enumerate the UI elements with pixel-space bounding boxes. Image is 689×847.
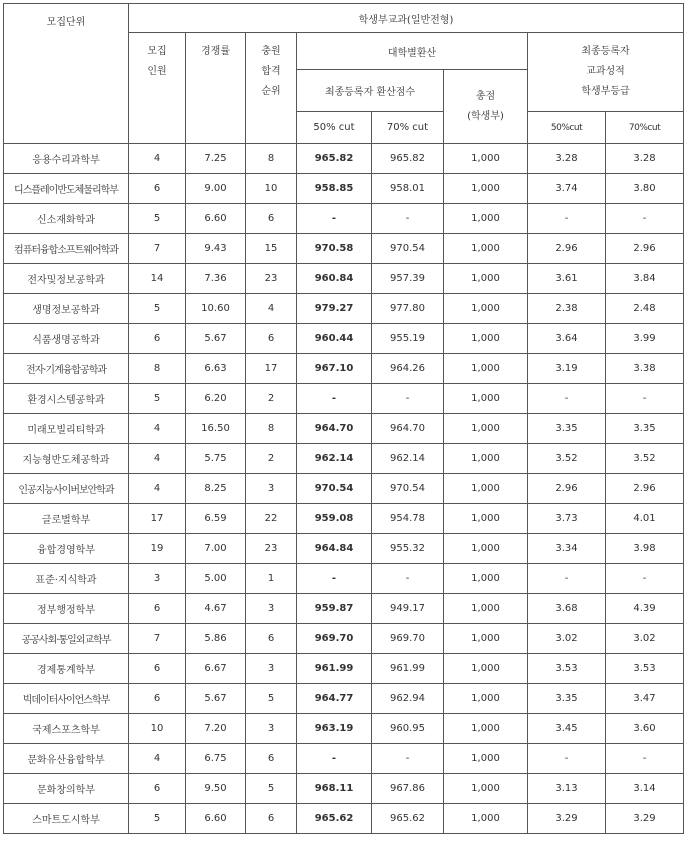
competition-cell: 7.36	[186, 264, 246, 294]
grade-cut50-cell: 3.73	[528, 504, 606, 534]
admission-results-table	[3, 3, 684, 834]
competition-cell: 9.00	[186, 174, 246, 204]
table-row	[4, 714, 684, 744]
header-final-grade: 최종등록자 교과성적 학생부등급	[528, 33, 684, 112]
total-score-cell: 1,000	[444, 144, 528, 174]
table-body	[4, 144, 684, 834]
grade-cut70-cell: 3.53	[606, 654, 684, 684]
unit-name-cell: 전자·기계융합공학과	[4, 354, 129, 384]
grade-cut70-cell: -	[606, 384, 684, 414]
grade-cut70-cell: 2.96	[606, 234, 684, 264]
grade-cut70-cell: 4.01	[606, 504, 684, 534]
cut70-score-cell: -	[372, 744, 444, 774]
grade-cut70-cell: 3.60	[606, 714, 684, 744]
competition-cell: 6.59	[186, 504, 246, 534]
total-score-cell: 1,000	[444, 204, 528, 234]
grade-cut50-cell: 3.64	[528, 324, 606, 354]
header-rank: 충원 합격 순위	[246, 33, 297, 144]
unit-name-cell: 스마트도시학부	[4, 804, 129, 834]
competition-cell: 5.00	[186, 564, 246, 594]
unit-name-cell: 경제통계학부	[4, 654, 129, 684]
grade-cut70-cell: 3.99	[606, 324, 684, 354]
quota-cell: 4	[129, 474, 186, 504]
rank-cell: 6	[246, 204, 297, 234]
table-row	[4, 654, 684, 684]
table-row	[4, 384, 684, 414]
rank-cell: 8	[246, 414, 297, 444]
grade-cut50-cell: 3.53	[528, 654, 606, 684]
unit-name-cell: 미래모빌리티학과	[4, 414, 129, 444]
table-row	[4, 174, 684, 204]
quota-cell: 14	[129, 264, 186, 294]
header-final-converted: 최종등록자 환산점수	[297, 70, 444, 112]
cut50-score-cell: 969.70	[297, 624, 372, 654]
cut50-score-cell: 960.84	[297, 264, 372, 294]
grade-cut70-cell: -	[606, 204, 684, 234]
grade-cut70-cell: 3.38	[606, 354, 684, 384]
header-grade-cut50: 50%cut	[528, 112, 606, 144]
grade-cut70-cell: 3.52	[606, 444, 684, 474]
table-row	[4, 324, 684, 354]
total-score-cell: 1,000	[444, 234, 528, 264]
grade-cut70-cell: 3.14	[606, 774, 684, 804]
table-row	[4, 204, 684, 234]
cut70-score-cell: 967.86	[372, 774, 444, 804]
cut50-score-cell: 968.11	[297, 774, 372, 804]
quota-cell: 4	[129, 414, 186, 444]
unit-name-cell: 글로벌학부	[4, 504, 129, 534]
competition-cell: 7.00	[186, 534, 246, 564]
grade-cut50-cell: 3.34	[528, 534, 606, 564]
grade-cut70-cell: 2.96	[606, 474, 684, 504]
grade-cut70-cell: 3.35	[606, 414, 684, 444]
header-conversion: 대학별환산	[297, 33, 528, 70]
grade-cut70-cell: 4.39	[606, 594, 684, 624]
grade-cut50-cell: 3.35	[528, 414, 606, 444]
quota-cell: 8	[129, 354, 186, 384]
competition-cell: 6.20	[186, 384, 246, 414]
rank-cell: 4	[246, 294, 297, 324]
cut50-score-cell: -	[297, 384, 372, 414]
total-score-cell: 1,000	[444, 804, 528, 834]
total-score-cell: 1,000	[444, 564, 528, 594]
competition-cell: 5.67	[186, 324, 246, 354]
total-score-cell: 1,000	[444, 174, 528, 204]
unit-name-cell: 지능형반도체공학과	[4, 444, 129, 474]
cut50-score-cell: 958.85	[297, 174, 372, 204]
competition-cell: 5.75	[186, 444, 246, 474]
unit-name-cell: 문화창의학부	[4, 774, 129, 804]
total-score-cell: 1,000	[444, 414, 528, 444]
unit-name-cell: 식품생명공학과	[4, 324, 129, 354]
grade-cut50-cell: 3.28	[528, 144, 606, 174]
header-cut70: 70% cut	[372, 112, 444, 144]
grade-cut70-cell: -	[606, 564, 684, 594]
rank-cell: 23	[246, 534, 297, 564]
cut70-score-cell: 970.54	[372, 234, 444, 264]
grade-cut70-cell: 3.02	[606, 624, 684, 654]
cut70-score-cell: 960.95	[372, 714, 444, 744]
table-row	[4, 264, 684, 294]
unit-name-cell: 문화유산융합학부	[4, 744, 129, 774]
cut70-score-cell: 969.70	[372, 624, 444, 654]
grade-cut50-cell: -	[528, 744, 606, 774]
grade-cut70-cell: 3.84	[606, 264, 684, 294]
rank-cell: 2	[246, 444, 297, 474]
grade-cut70-cell: 3.80	[606, 174, 684, 204]
total-score-cell: 1,000	[444, 354, 528, 384]
table-row	[4, 744, 684, 774]
total-score-cell: 1,000	[444, 474, 528, 504]
unit-name-cell: 응용수리과학부	[4, 144, 129, 174]
unit-name-cell: 생명정보공학과	[4, 294, 129, 324]
competition-cell: 10.60	[186, 294, 246, 324]
cut70-score-cell: 955.19	[372, 324, 444, 354]
unit-name-cell: 융합경영학부	[4, 534, 129, 564]
unit-name-cell: 디스플레이반도체물리학부	[4, 174, 129, 204]
table-header	[4, 4, 684, 144]
rank-cell: 6	[246, 804, 297, 834]
total-score-cell: 1,000	[444, 594, 528, 624]
quota-cell: 7	[129, 234, 186, 264]
quota-cell: 6	[129, 684, 186, 714]
rank-cell: 3	[246, 474, 297, 504]
rank-cell: 6	[246, 744, 297, 774]
rank-cell: 17	[246, 354, 297, 384]
rank-cell: 2	[246, 384, 297, 414]
rank-cell: 5	[246, 684, 297, 714]
grade-cut50-cell: 3.13	[528, 774, 606, 804]
cut50-score-cell: 962.14	[297, 444, 372, 474]
rank-cell: 6	[246, 624, 297, 654]
quota-cell: 4	[129, 444, 186, 474]
competition-cell: 7.25	[186, 144, 246, 174]
cut50-score-cell: 963.19	[297, 714, 372, 744]
header-cut50: 50% cut	[297, 112, 372, 144]
grade-cut70-cell: 2.48	[606, 294, 684, 324]
cut70-score-cell: 962.94	[372, 684, 444, 714]
table-row	[4, 144, 684, 174]
competition-cell: 6.67	[186, 654, 246, 684]
rank-cell: 10	[246, 174, 297, 204]
quota-cell: 6	[129, 774, 186, 804]
competition-cell: 5.86	[186, 624, 246, 654]
table-row	[4, 564, 684, 594]
cut70-score-cell: 949.17	[372, 594, 444, 624]
grade-cut50-cell: 3.29	[528, 804, 606, 834]
quota-cell: 5	[129, 804, 186, 834]
rank-cell: 3	[246, 654, 297, 684]
competition-cell: 6.60	[186, 204, 246, 234]
quota-cell: 6	[129, 324, 186, 354]
table-row	[4, 414, 684, 444]
cut70-score-cell: 958.01	[372, 174, 444, 204]
competition-cell: 9.50	[186, 774, 246, 804]
cut50-score-cell: 967.10	[297, 354, 372, 384]
grade-cut50-cell: 2.96	[528, 474, 606, 504]
rank-cell: 3	[246, 594, 297, 624]
competition-cell: 6.63	[186, 354, 246, 384]
quota-cell: 17	[129, 504, 186, 534]
quota-cell: 6	[129, 174, 186, 204]
quota-cell: 19	[129, 534, 186, 564]
grade-cut70-cell: 3.47	[606, 684, 684, 714]
cut70-score-cell: -	[372, 564, 444, 594]
grade-cut50-cell: 3.45	[528, 714, 606, 744]
total-score-cell: 1,000	[444, 534, 528, 564]
cut70-score-cell: -	[372, 204, 444, 234]
table-row	[4, 504, 684, 534]
table-row	[4, 624, 684, 654]
cut50-score-cell: 979.27	[297, 294, 372, 324]
cut50-score-cell: -	[297, 564, 372, 594]
rank-cell: 1	[246, 564, 297, 594]
header-group: 학생부교과(일반전형)	[129, 4, 684, 33]
grade-cut50-cell: 3.61	[528, 264, 606, 294]
total-score-cell: 1,000	[444, 264, 528, 294]
table-row	[4, 684, 684, 714]
quota-cell: 7	[129, 624, 186, 654]
cut50-score-cell: 965.62	[297, 804, 372, 834]
header-total: 총점 (학생부)	[444, 70, 528, 144]
cut70-score-cell: 970.54	[372, 474, 444, 504]
rank-cell: 6	[246, 324, 297, 354]
rank-cell: 8	[246, 144, 297, 174]
table-row	[4, 804, 684, 834]
grade-cut50-cell: 3.52	[528, 444, 606, 474]
cut50-score-cell: 959.87	[297, 594, 372, 624]
cut70-score-cell: 955.32	[372, 534, 444, 564]
grade-cut70-cell: -	[606, 744, 684, 774]
grade-cut70-cell: 3.29	[606, 804, 684, 834]
unit-name-cell: 환경시스템공학과	[4, 384, 129, 414]
cut50-score-cell: 964.84	[297, 534, 372, 564]
rank-cell: 22	[246, 504, 297, 534]
total-score-cell: 1,000	[444, 384, 528, 414]
total-score-cell: 1,000	[444, 774, 528, 804]
grade-cut50-cell: 3.74	[528, 174, 606, 204]
cut50-score-cell: 960.44	[297, 324, 372, 354]
rank-cell: 15	[246, 234, 297, 264]
quota-cell: 3	[129, 564, 186, 594]
cut70-score-cell: 957.39	[372, 264, 444, 294]
cut50-score-cell: 970.54	[297, 474, 372, 504]
grade-cut50-cell: -	[528, 204, 606, 234]
cut70-score-cell: 954.78	[372, 504, 444, 534]
competition-cell: 8.25	[186, 474, 246, 504]
total-score-cell: 1,000	[444, 714, 528, 744]
competition-cell: 6.60	[186, 804, 246, 834]
total-score-cell: 1,000	[444, 744, 528, 774]
competition-cell: 7.20	[186, 714, 246, 744]
quota-cell: 4	[129, 744, 186, 774]
table-row	[4, 534, 684, 564]
cut50-score-cell: 965.82	[297, 144, 372, 174]
competition-cell: 16.50	[186, 414, 246, 444]
header-competition: 경쟁률	[186, 33, 246, 144]
unit-name-cell: 전자및정보공학과	[4, 264, 129, 294]
header-grade-cut70: 70%cut	[606, 112, 684, 144]
cut50-score-cell: 970.58	[297, 234, 372, 264]
table-row	[4, 774, 684, 804]
unit-name-cell: 표준·지식학과	[4, 564, 129, 594]
cut50-score-cell: 964.70	[297, 414, 372, 444]
cut70-score-cell: 964.70	[372, 414, 444, 444]
unit-name-cell: 인공지능사이버보안학과	[4, 474, 129, 504]
grade-cut70-cell: 3.28	[606, 144, 684, 174]
competition-cell: 6.75	[186, 744, 246, 774]
cut70-score-cell: 964.26	[372, 354, 444, 384]
total-score-cell: 1,000	[444, 294, 528, 324]
competition-cell: 9.43	[186, 234, 246, 264]
cut70-score-cell: 962.14	[372, 444, 444, 474]
grade-cut50-cell: 3.19	[528, 354, 606, 384]
cut70-score-cell: 977.80	[372, 294, 444, 324]
total-score-cell: 1,000	[444, 444, 528, 474]
total-score-cell: 1,000	[444, 624, 528, 654]
unit-name-cell: 컴퓨터융합소프트웨어학과	[4, 234, 129, 264]
cut50-score-cell: -	[297, 204, 372, 234]
cut70-score-cell: 965.62	[372, 804, 444, 834]
rank-cell: 23	[246, 264, 297, 294]
table-row	[4, 474, 684, 504]
table-row	[4, 444, 684, 474]
grade-cut50-cell: 3.68	[528, 594, 606, 624]
grade-cut50-cell: -	[528, 384, 606, 414]
cut70-score-cell: 961.99	[372, 654, 444, 684]
total-score-cell: 1,000	[444, 324, 528, 354]
rank-cell: 3	[246, 714, 297, 744]
grade-cut50-cell: 2.38	[528, 294, 606, 324]
competition-cell: 5.67	[186, 684, 246, 714]
quota-cell: 5	[129, 294, 186, 324]
grade-cut50-cell: 3.02	[528, 624, 606, 654]
quota-cell: 5	[129, 384, 186, 414]
total-score-cell: 1,000	[444, 654, 528, 684]
table-row	[4, 234, 684, 264]
cut50-score-cell: 964.77	[297, 684, 372, 714]
quota-cell: 6	[129, 654, 186, 684]
unit-name-cell: 국제스포츠학부	[4, 714, 129, 744]
unit-name-cell: 공공사회·통일외교학부	[4, 624, 129, 654]
unit-name-cell: 신소재화학과	[4, 204, 129, 234]
unit-name-cell: 정부행정학부	[4, 594, 129, 624]
grade-cut50-cell: 3.35	[528, 684, 606, 714]
cut50-score-cell: 961.99	[297, 654, 372, 684]
grade-cut70-cell: 3.98	[606, 534, 684, 564]
competition-cell: 4.67	[186, 594, 246, 624]
cut50-score-cell: -	[297, 744, 372, 774]
header-quota: 모집 인원	[129, 33, 186, 144]
total-score-cell: 1,000	[444, 504, 528, 534]
quota-cell: 10	[129, 714, 186, 744]
header-unit: 모집단위	[4, 4, 129, 144]
quota-cell: 4	[129, 144, 186, 174]
cut70-score-cell: 965.82	[372, 144, 444, 174]
cut70-score-cell: -	[372, 384, 444, 414]
rank-cell: 5	[246, 774, 297, 804]
grade-cut50-cell: -	[528, 564, 606, 594]
grade-cut50-cell: 2.96	[528, 234, 606, 264]
quota-cell: 6	[129, 594, 186, 624]
table-row	[4, 594, 684, 624]
quota-cell: 5	[129, 204, 186, 234]
table-row	[4, 294, 684, 324]
total-score-cell: 1,000	[444, 684, 528, 714]
table-row	[4, 354, 684, 384]
unit-name-cell: 빅데이터사이언스학부	[4, 684, 129, 714]
cut50-score-cell: 959.08	[297, 504, 372, 534]
